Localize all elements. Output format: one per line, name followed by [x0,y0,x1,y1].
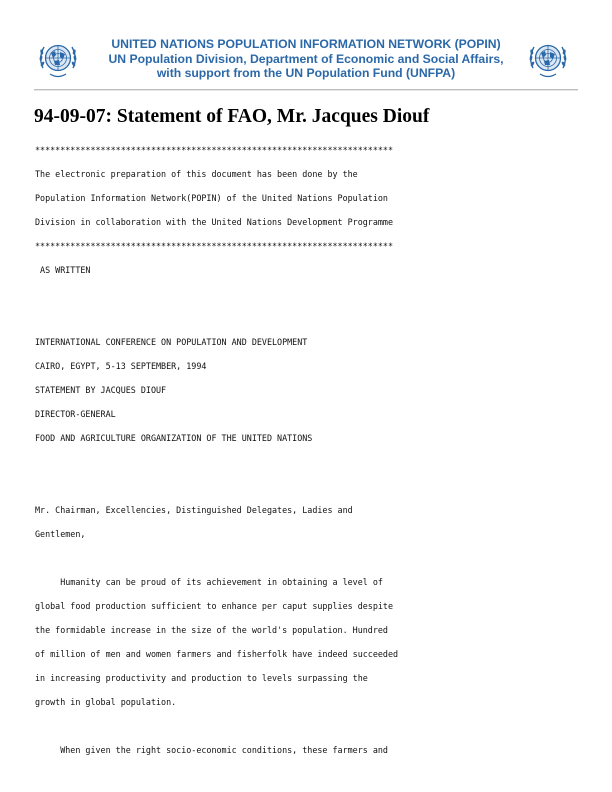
text-line: growth in global population. [35,697,177,707]
speaker-organization: FOOD AND AGRICULTURE ORGANIZATION OF THE UNITED NATIONS [35,433,313,443]
text-line: global food production sufficient to enhance per caput supplies despite [35,601,393,611]
separator-stars: *********************************************************************** [35,145,393,155]
popin-header [34,36,578,90]
text-line: Humanity can be proud of its achievement in obtaining a level of [35,577,383,587]
header-division-line: UN Population Division, Department of Economic and Social Affairs, [108,51,504,66]
page-title: 94-09-07: Statement of FAO, Mr. Jacques Diouf [34,106,430,127]
text-line: The electronic preparation of this document has been done by the [35,169,358,179]
text-line: in increasing productivity and production to levels surpassing the [35,673,368,683]
text-line: Division in collaboration with the United Nations Development Programme [35,217,393,227]
speaker-position: DIRECTOR-GENERAL [35,409,116,419]
un-emblem-icon [36,38,80,82]
header-text-block [84,37,528,81]
text-line: the formidable increase in the size of the world's population. Hundred [35,625,388,635]
conference-name: INTERNATIONAL CONFERENCE ON POPULATION AND DEVELOPMENT [35,337,308,347]
speaker-line: STATEMENT BY JACQUES DIOUF [35,385,167,395]
text-line: When given the right socio-economic conditions, these farmers and [35,745,388,755]
text-line: Mr. Chairman, Excellencies, Distinguished Delegates, Ladies and [35,505,353,515]
text-line: AS WRITTEN [35,265,91,275]
header-divider [34,89,578,91]
text-line: Gentlemen, [35,529,86,539]
un-emblem-icon [526,38,570,82]
text-line: Population Information Network(POPIN) of the United Nations Population [35,193,388,203]
header-network-title: UNITED NATIONS POPULATION INFORMATION NETWORK (POPIN) [111,37,501,51]
separator-stars: *********************************************************************** [35,241,393,251]
conference-location: CAIRO, EGYPT, 5-13 SEPTEMBER, 1994 [35,361,207,371]
text-line: of million of men and women farmers and fisherfolk have indeed succeeded [35,649,399,659]
header-support-line: with support from the UN Population Fund (UNFPA) [156,66,456,81]
